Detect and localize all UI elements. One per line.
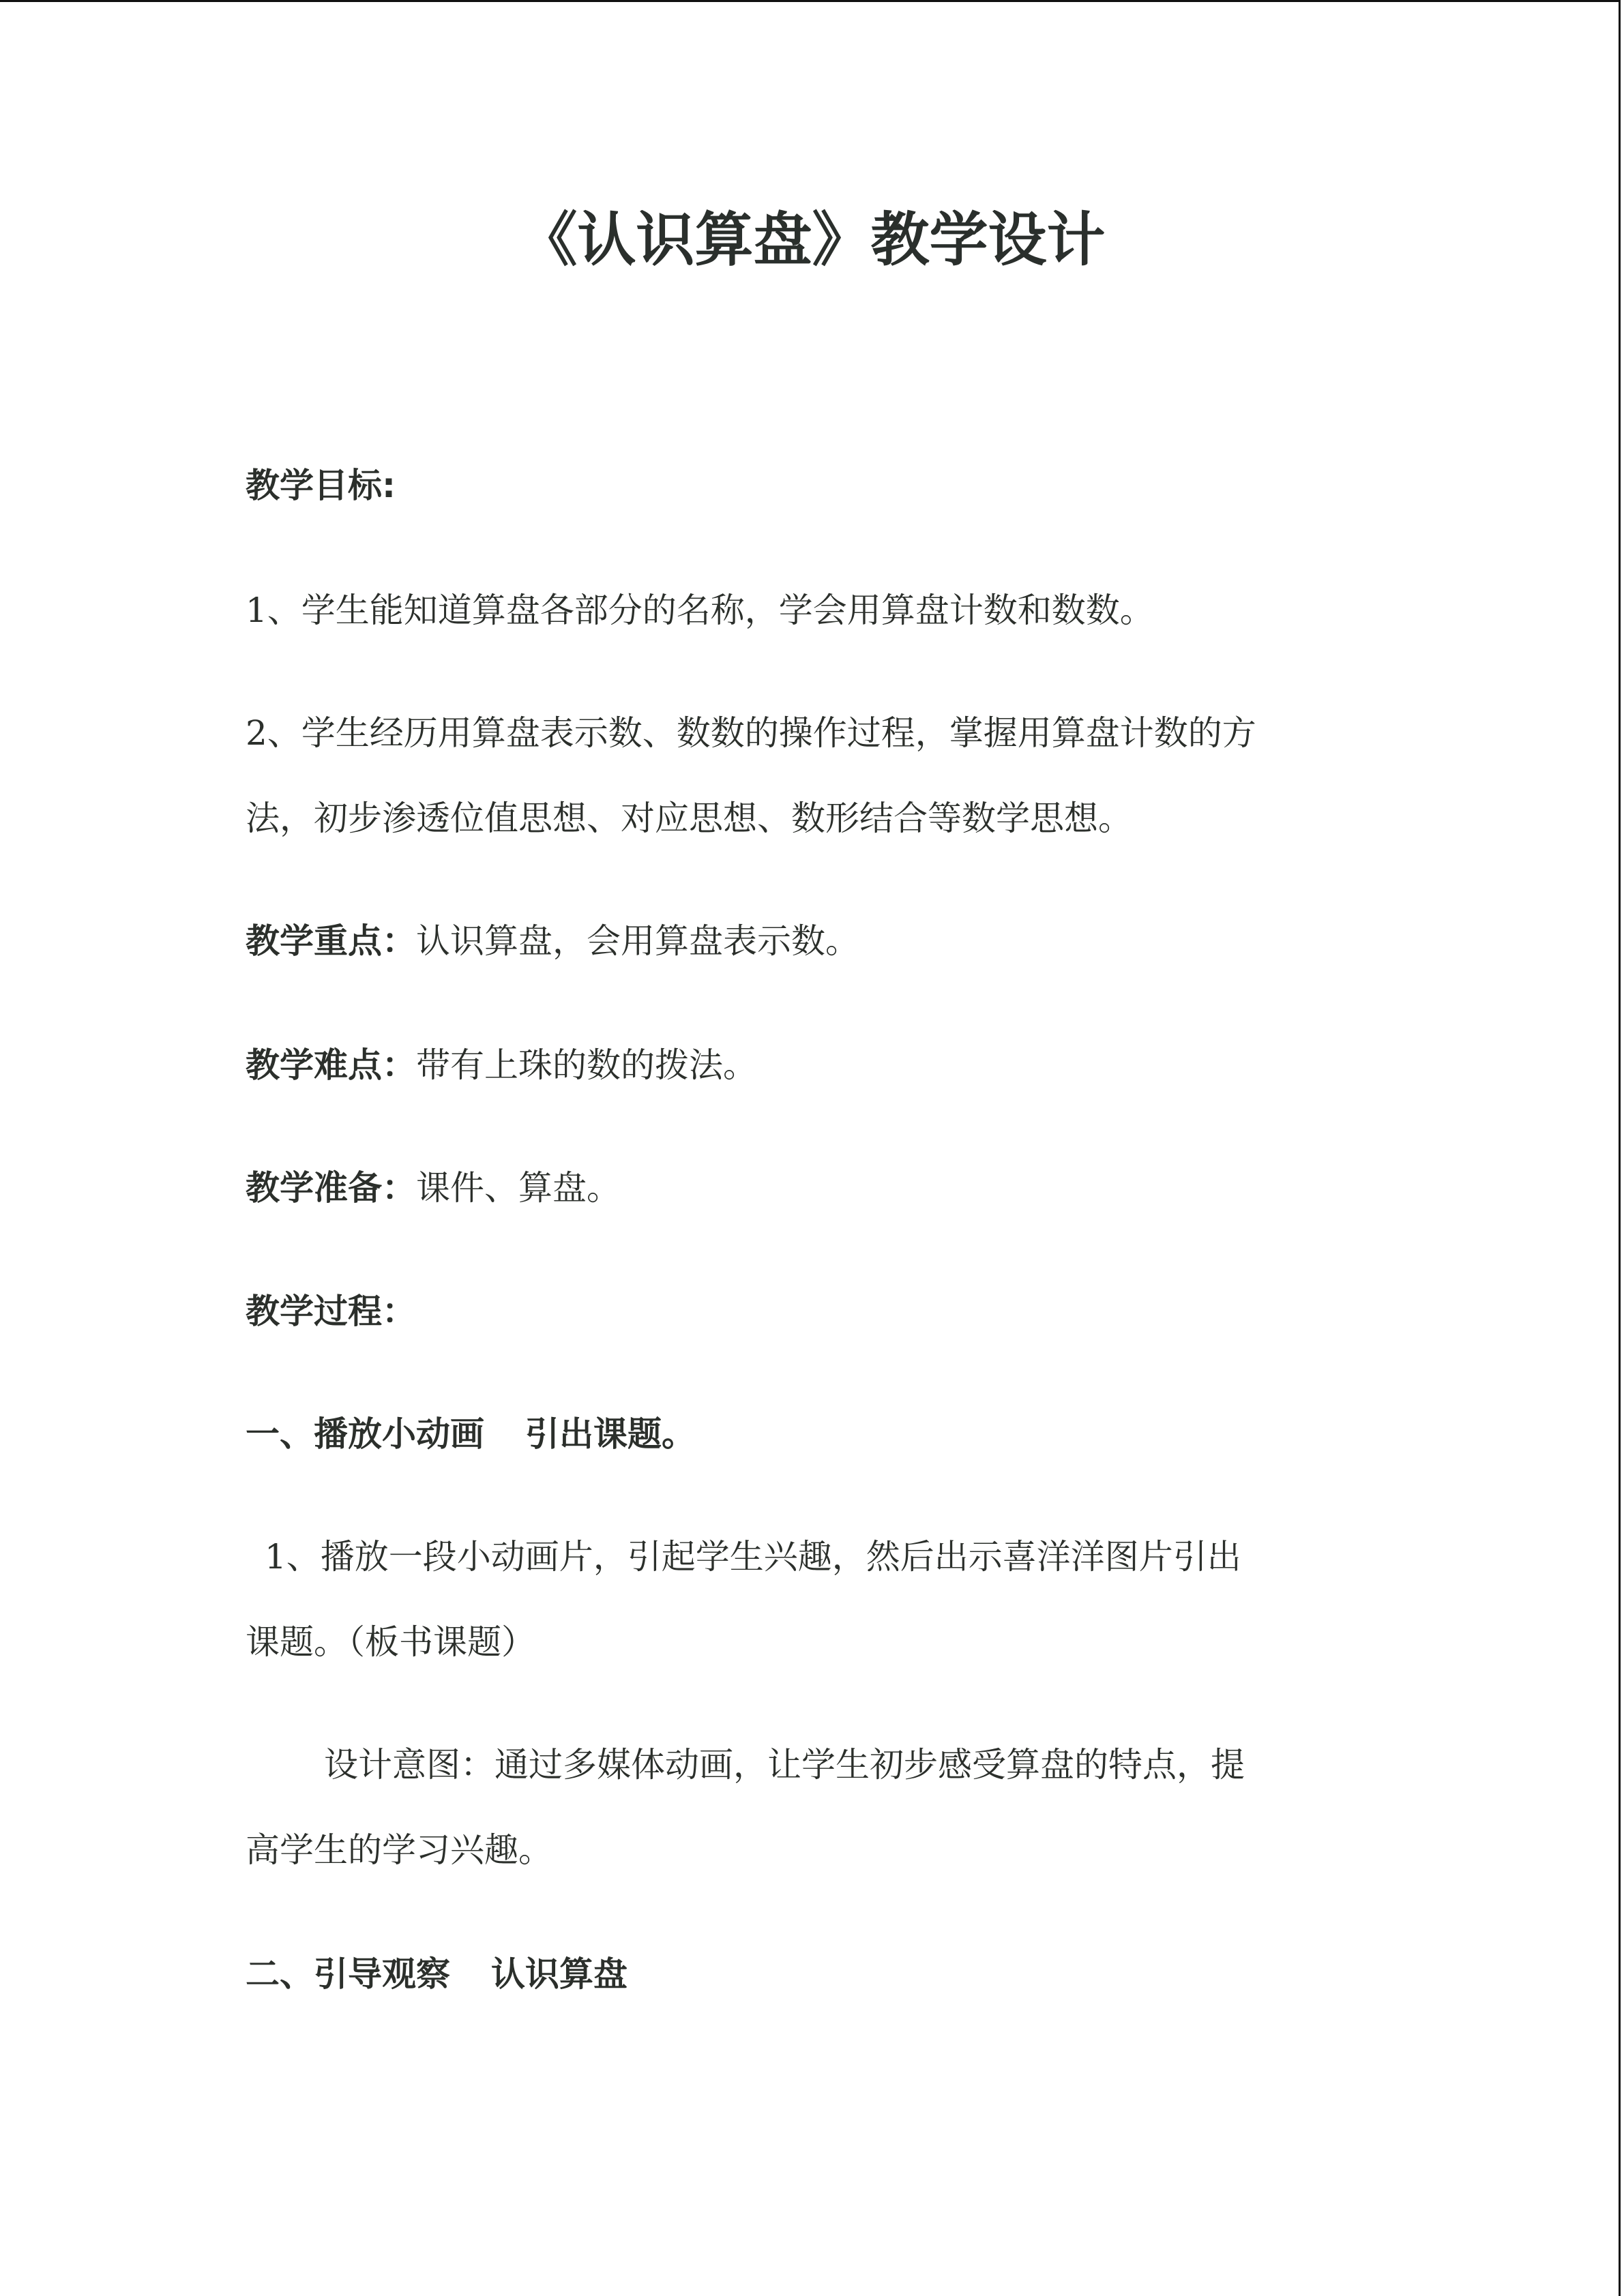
difficulty-text: 带有上珠的数的拨法。 xyxy=(416,1045,757,1085)
design-intent-line-2: 高学生的学习兴趣。 xyxy=(246,1830,552,1870)
section-1-subtitle: 引出课题。 xyxy=(525,1414,696,1454)
section-1-heading xyxy=(246,1407,696,1461)
preparation-text: 课件、算盘。 xyxy=(416,1168,621,1208)
document-title: 《认识算盘》教学设计 xyxy=(518,206,1106,274)
preparation xyxy=(246,1161,621,1215)
objectives-heading: 教学目标: xyxy=(246,466,396,505)
section-1-item-1-line-2: 课题。（板书课题） xyxy=(246,1622,535,1662)
objective-2-line-2: 法，初步渗透位值思想、对应思想、数形结合等数学思想。 xyxy=(246,799,1132,838)
section-2-subtitle: 认识算盘 xyxy=(491,1954,628,1994)
section-1-title: 一、播放小动画 xyxy=(246,1414,484,1454)
key-point-text: 认识算盘，会用算盘表示数。 xyxy=(416,921,859,961)
difficulty xyxy=(246,1038,757,1092)
section-2-title: 二、引导观察 xyxy=(246,1954,450,1994)
design-intent-line-1: 设计意图：通过多媒体动画，让学生初步感受算盘的特点，提 xyxy=(324,1745,1245,1785)
section-2-heading xyxy=(246,1947,628,2001)
key-point xyxy=(246,914,859,968)
difficulty-label: 教学难点： xyxy=(246,1045,416,1085)
process-heading: 教学过程： xyxy=(246,1292,416,1331)
key-point-label: 教学重点： xyxy=(246,921,416,961)
preparation-label: 教学准备： xyxy=(246,1168,416,1208)
objective-2-line-1: 2、学生经历用算盘表示数、数数的操作过程，掌握用算盘计数的方 xyxy=(246,713,1256,753)
section-1-item-1-line-1: 1、播放一段小动画片，引起学生兴趣，然后出示喜洋洋图片引出 xyxy=(265,1537,1241,1577)
objective-1: 1、学生能知道算盘各部分的名称，学会用算盘计数和数数。 xyxy=(246,591,1154,630)
